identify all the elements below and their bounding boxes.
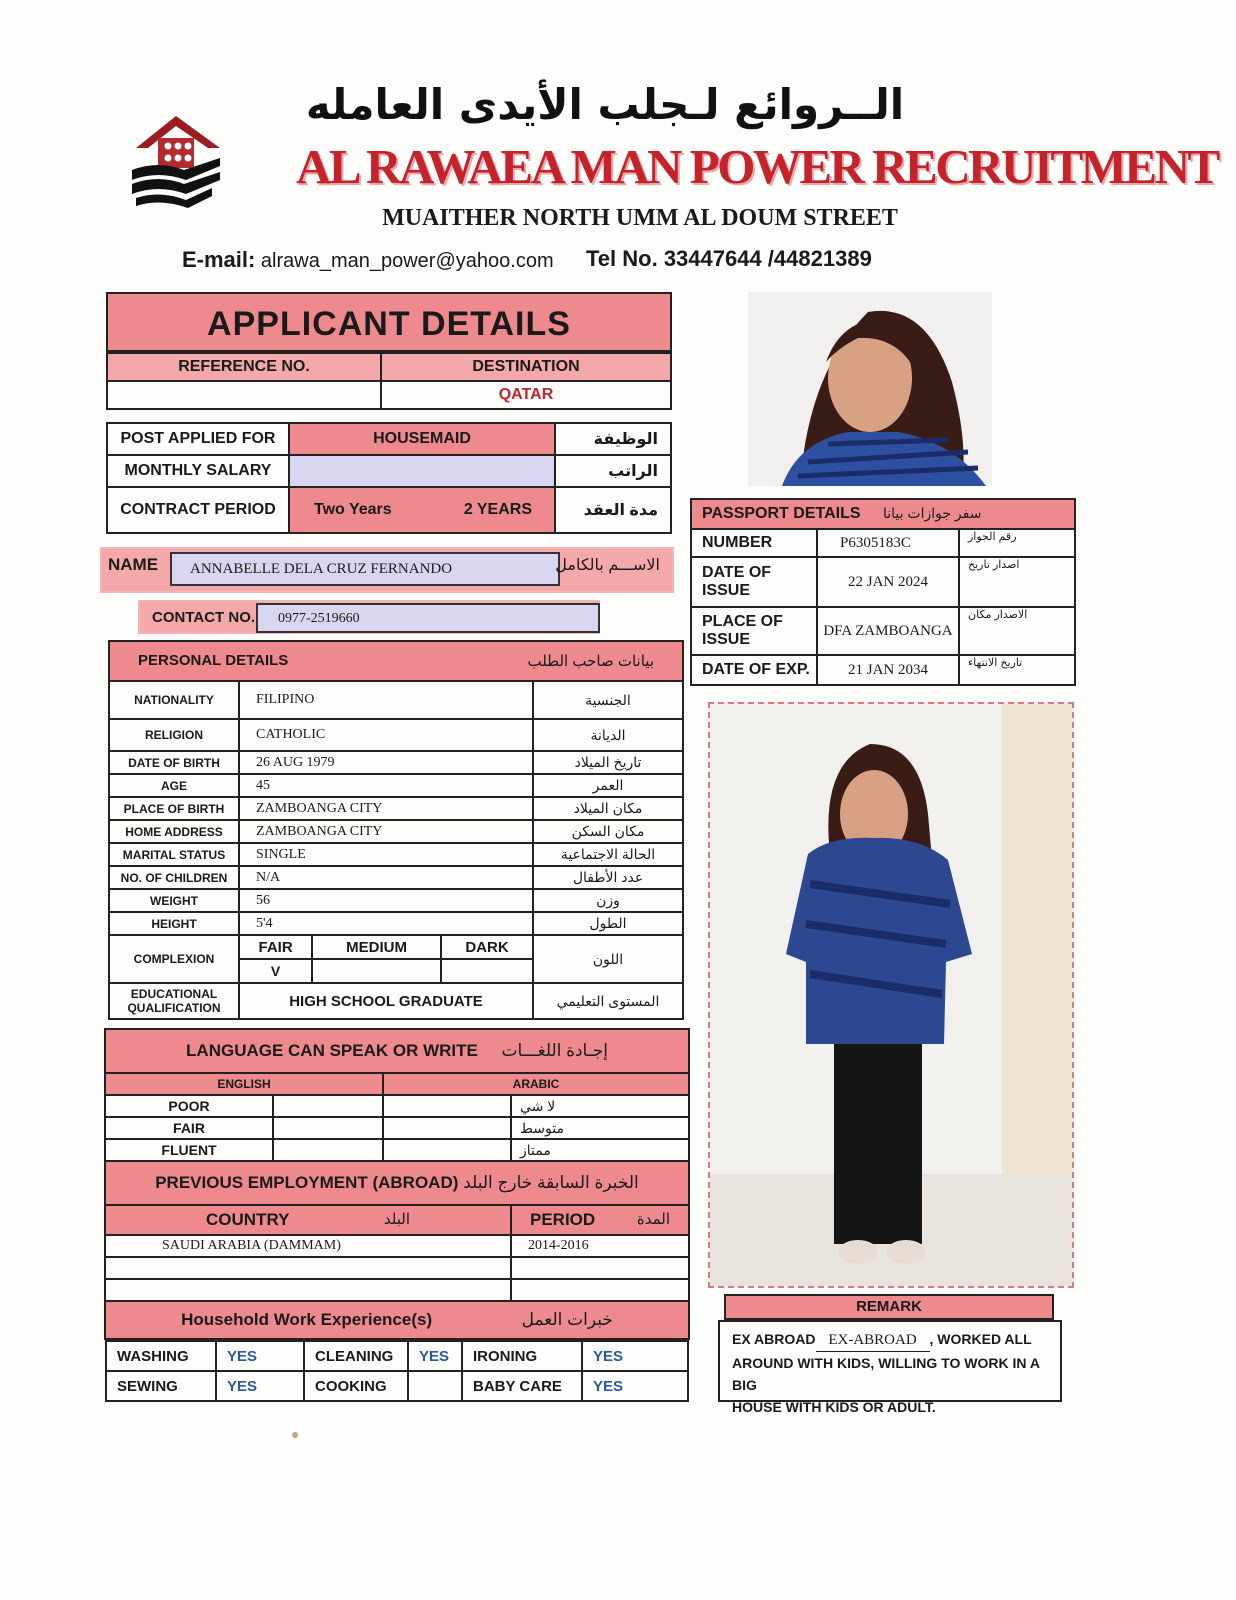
- household-header: [105, 1301, 689, 1339]
- reference-label: REFERENCE NO.: [107, 353, 381, 381]
- scan-speck: [292, 1432, 298, 1438]
- employment-country: [105, 1257, 511, 1279]
- household-task: CLEANING: [304, 1341, 408, 1371]
- name-ar: الاســـم بالكامل: [555, 557, 660, 574]
- employment-title-ar: الخبرة السابقة خارج البلد: [463, 1173, 639, 1192]
- personal-details-header: [109, 641, 683, 681]
- passport-table: [690, 498, 1076, 686]
- passport-label: DATE OF ISSUE: [691, 557, 817, 607]
- country-ar: البلد: [383, 1211, 410, 1228]
- language-employment-table: [104, 1028, 690, 1402]
- contact-value: 0977-2519660: [256, 603, 600, 633]
- household-title-ar: خبرات العمل: [521, 1310, 613, 1329]
- english-fluent-cell: [273, 1139, 383, 1161]
- reference-destination-table: [106, 352, 672, 410]
- period-label: PERIOD: [530, 1210, 596, 1229]
- passport-label: NUMBER: [691, 529, 817, 557]
- passport-value: DFA ZAMBOANGA: [817, 607, 959, 655]
- household-task: COOKING: [304, 1371, 408, 1401]
- employment-period: [511, 1279, 689, 1301]
- personal-ar: وزن: [533, 889, 683, 912]
- arabic-poor-cell: [383, 1095, 511, 1117]
- personal-value: ZAMBOANGA CITY: [239, 797, 533, 820]
- personal-value: N/A: [239, 866, 533, 889]
- applicant-details-section: [106, 292, 672, 410]
- complexion-empty: [441, 959, 532, 982]
- post-table: [106, 422, 672, 534]
- passport-title-ar: سفر جوازات بيانا: [882, 505, 982, 521]
- personal-label: HOME ADDRESS: [109, 820, 239, 843]
- language-header: [105, 1029, 689, 1073]
- personal-label: HEIGHT: [109, 912, 239, 935]
- personal-value: 56: [239, 889, 533, 912]
- arabic-fair-cell: [383, 1117, 511, 1139]
- destination-value: QATAR: [381, 381, 671, 409]
- language-level: FLUENT: [105, 1139, 273, 1161]
- household-table: [105, 1340, 689, 1402]
- personal-details-title-ar: بيانات صاحب الطلب: [527, 653, 654, 670]
- post-ar: الوظيفة: [555, 423, 671, 455]
- remark-filled: EX-ABROAD: [816, 1329, 930, 1352]
- period-ar: المدة: [636, 1211, 670, 1228]
- language-level: FAIR: [105, 1117, 273, 1139]
- employment-country: SAUDI ARABIA (DAMMAM): [105, 1235, 511, 1257]
- personal-label: NO. OF CHILDREN: [109, 866, 239, 889]
- education-label: EDUCATIONAL QUALIFICATION: [109, 983, 239, 1019]
- education-ar: المستوى التعليمي: [533, 983, 683, 1019]
- remark-body: [718, 1320, 1062, 1415]
- personal-label: AGE: [109, 774, 239, 797]
- complexion-label: COMPLEXION: [109, 935, 239, 983]
- remark-line-1: [732, 1328, 1048, 1352]
- email-address: alrawa_man_power@yahoo.com: [260, 250, 554, 272]
- passport-ar: رقم الجواز: [959, 529, 1075, 557]
- personal-label: RELIGION: [109, 719, 239, 751]
- employment-title: PREVIOUS EMPLOYMENT (ABROAD): [155, 1173, 459, 1192]
- post-label: POST APPLIED FOR: [107, 423, 289, 455]
- personal-label: DATE OF BIRTH: [109, 751, 239, 774]
- period-header: [511, 1205, 689, 1235]
- complexion-grid: [240, 936, 532, 982]
- personal-value: FILIPINO: [239, 681, 533, 719]
- personal-label: MARITAL STATUS: [109, 843, 239, 866]
- passport-value: P6305183C: [817, 529, 959, 557]
- email-line: [182, 247, 554, 273]
- personal-ar: عدد الأطفال: [533, 866, 683, 889]
- complexion-medium: MEDIUM: [312, 936, 441, 959]
- remark-line-2: AROUND WITH KIDS, WILLING TO WORK IN A BIG: [732, 1355, 1040, 1393]
- employment-country: [105, 1279, 511, 1301]
- name-row: [100, 547, 674, 593]
- contact-row: [138, 600, 600, 634]
- language-level: POOR: [105, 1095, 273, 1117]
- education-value: HIGH SCHOOL GRADUATE: [239, 983, 533, 1019]
- complexion-empty: [312, 959, 441, 982]
- personal-details-title: PERSONAL DETAILS: [138, 652, 289, 669]
- personal-ar: مكان الميلاد: [533, 797, 683, 820]
- passport-label: DATE OF EXP.: [691, 655, 817, 685]
- passport-label: PLACE OF ISSUE: [691, 607, 817, 655]
- company-logo: [128, 108, 228, 218]
- remark-line-3: HOUSE WITH KIDS OR ADULT.: [732, 1399, 936, 1415]
- personal-ar: الحالة الاجتماعية: [533, 843, 683, 866]
- complexion-checkmark: V: [240, 959, 312, 982]
- language-title-ar: إجـادة اللغـــات: [501, 1041, 608, 1060]
- email-label: E-mail:: [182, 247, 256, 272]
- contract-label: CONTRACT PERIOD: [107, 487, 289, 533]
- personal-value: 45: [239, 774, 533, 797]
- household-task: WASHING: [106, 1341, 216, 1371]
- name-value: ANNABELLE DELA CRUZ FERNANDO: [170, 552, 560, 586]
- passport-title: PASSPORT DETAILS: [702, 505, 861, 522]
- passport-header: [691, 499, 1075, 529]
- employment-period: 2014-2016: [511, 1235, 689, 1257]
- country-header: [105, 1205, 511, 1235]
- language-level-ar: لا شي: [511, 1095, 689, 1117]
- applicant-portrait-photo: [748, 292, 992, 486]
- employment-period: [511, 1257, 689, 1279]
- personal-value: SINGLE: [239, 843, 533, 866]
- personal-ar: الجنسية: [533, 681, 683, 719]
- household-task: IRONING: [462, 1341, 582, 1371]
- remark-text-1: , WORKED ALL: [929, 1331, 1032, 1347]
- name-label: NAME: [108, 555, 159, 574]
- personal-details-table: [108, 640, 684, 1020]
- english-poor-cell: [273, 1095, 383, 1117]
- language-level-ar: متوسط: [511, 1117, 689, 1139]
- passport-ar: اصدار تاريخ: [959, 557, 1075, 607]
- remark-prefix: EX ABROAD: [732, 1331, 816, 1347]
- contract-ar: مدة العقد: [555, 487, 671, 533]
- salary-ar: الراتب: [555, 455, 671, 487]
- household-answer: YES: [408, 1341, 462, 1371]
- english-fair-cell: [273, 1117, 383, 1139]
- household-answer: YES: [582, 1341, 688, 1371]
- arabic-company-title: الــروائع لـجلب الأيدى العامله: [305, 80, 905, 129]
- complexion-fair: FAIR: [240, 936, 312, 959]
- applicant-full-body-photo: [708, 702, 1074, 1288]
- personal-ar: العمر: [533, 774, 683, 797]
- personal-ar: الطول: [533, 912, 683, 935]
- household-answer: YES: [582, 1371, 688, 1401]
- personal-value: ZAMBOANGA CITY: [239, 820, 533, 843]
- household-title: Household Work Experience(s): [181, 1310, 433, 1329]
- household-task: SEWING: [106, 1371, 216, 1401]
- reference-value: [107, 381, 381, 409]
- telephone: Tel No. 33447644 /44821389: [586, 246, 872, 271]
- employment-header: [105, 1161, 689, 1205]
- complexion-ar: اللون: [533, 935, 683, 983]
- passport-ar: تاريخ الانتهاء: [959, 655, 1075, 685]
- passport-value: 21 JAN 2034: [817, 655, 959, 685]
- language-title: LANGUAGE CAN SPEAK OR WRITE: [186, 1041, 478, 1060]
- contact-label: CONTACT NO.: [152, 609, 256, 626]
- language-level-ar: ممتاز: [511, 1139, 689, 1161]
- arabic-fluent-cell: [383, 1139, 511, 1161]
- passport-ar: الاصدار مكان: [959, 607, 1075, 655]
- destination-label: DESTINATION: [381, 353, 671, 381]
- household-cell: [105, 1339, 689, 1402]
- household-answer: [408, 1371, 462, 1401]
- household-answer: YES: [216, 1341, 304, 1371]
- applicant-details-title: APPLICANT DETAILS: [106, 292, 672, 352]
- personal-label: WEIGHT: [109, 889, 239, 912]
- personal-ar: تاريخ الميلاد: [533, 751, 683, 774]
- contract-value: [289, 487, 555, 533]
- arabic-label: ARABIC: [383, 1073, 689, 1095]
- personal-label: PLACE OF BIRTH: [109, 797, 239, 820]
- contract-value-years: 2 YEARS: [463, 501, 532, 518]
- personal-value: 5'4: [239, 912, 533, 935]
- personal-label: NATIONALITY: [109, 681, 239, 719]
- english-label: ENGLISH: [105, 1073, 383, 1095]
- personal-ar: مكان السكن: [533, 820, 683, 843]
- passport-value: 22 JAN 2024: [817, 557, 959, 607]
- remark-title: REMARK: [724, 1294, 1054, 1320]
- country-label: COUNTRY: [206, 1210, 290, 1229]
- salary-value: [289, 455, 555, 487]
- contract-value-words: Two Years: [314, 501, 392, 518]
- personal-value: 26 AUG 1979: [239, 751, 533, 774]
- household-answer: YES: [216, 1371, 304, 1401]
- post-value: HOUSEMAID: [289, 423, 555, 455]
- complexion-dark: DARK: [441, 936, 532, 959]
- complexion-cell: [239, 935, 533, 983]
- company-name: AL RAWAEA MAN POWER RECRUITMENT: [296, 139, 1218, 194]
- company-address: MUAITHER NORTH UMM AL DOUM STREET: [382, 205, 898, 231]
- personal-ar: الديانة: [533, 719, 683, 751]
- personal-value: CATHOLIC: [239, 719, 533, 751]
- household-task: BABY CARE: [462, 1371, 582, 1401]
- salary-label: MONTHLY SALARY: [107, 455, 289, 487]
